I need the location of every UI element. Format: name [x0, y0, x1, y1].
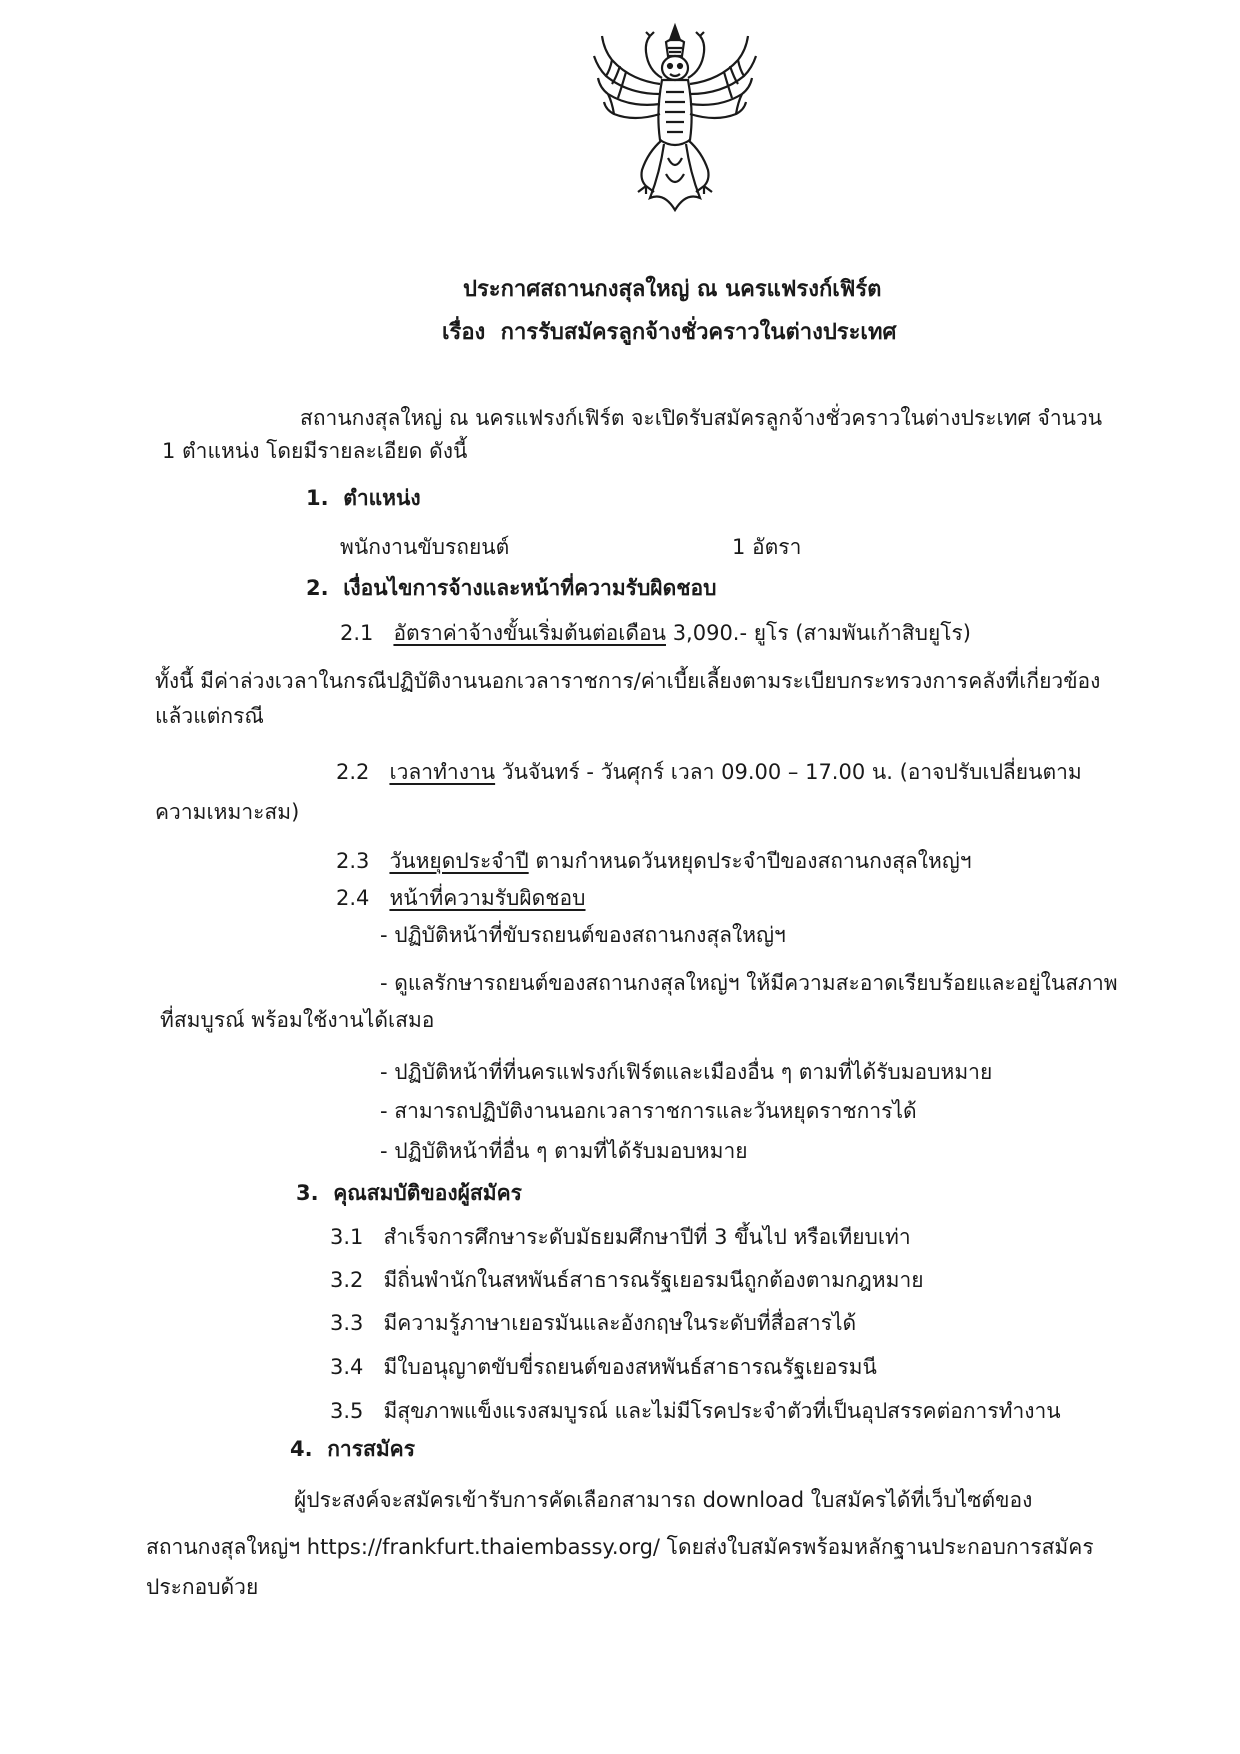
item-2-1 [340, 618, 971, 648]
item-2-3-number: 2.3 [336, 849, 370, 873]
qualification-text: มีความรู้ภาษาเยอรมันและอังกฤษในระดับที่สื่อสารได้ [383, 1311, 857, 1335]
announcement-title: ประกาศสถานกงสุลใหญ่ ณ นครแฟรงก์เฟิร์ต [463, 277, 882, 302]
duty-item-cont: ที่สมบูรณ์ พร้อมใช้งานได้เสมอ [160, 1008, 435, 1032]
item-2-1-number: 2.1 [340, 621, 374, 645]
announcement-subject [442, 318, 896, 348]
qualification-number: 3.2 [330, 1268, 364, 1292]
item-2-2-text: วันจันทร์ - วันศุกร์ เวลา 09.00 – 17.00 น. (อาจปรับเปลี่ยนตาม [501, 760, 1082, 784]
section-1-title: ตำแหน่ง [343, 486, 421, 510]
section-3-title: คุณสมบัติของผู้สมัคร [333, 1181, 522, 1205]
item-2-4-number: 2.4 [336, 886, 370, 910]
garuda-emblem-icon [590, 22, 760, 214]
item-2-2-label: เวลาทำงาน [389, 760, 496, 784]
position-name: พนักงานขับรถยนต์ [340, 535, 510, 559]
section-4-number: 4. [290, 1437, 313, 1461]
section-2-title: เงื่อนไขการจ้างและหน้าที่ความรับผิดชอบ [343, 576, 717, 600]
application-line-1: ผู้ประสงค์จะสมัครเข้ารับการคัดเลือกสามารถ download ใบสมัครได้ที่เว็บไซต์ของ [294, 1488, 1033, 1512]
item-2-2-cont-1: ความเหมาะสม) [155, 800, 300, 824]
duty-item: - ดูแลรักษารถยนต์ของสถานกงสุลใหญ่ฯ ให้มีความสะอาดเรียบร้อยและอยู่ในสภาพ [380, 971, 1118, 995]
item-2-2 [336, 757, 1082, 787]
qualification-number: 3.5 [330, 1399, 364, 1423]
intro-line-1: สถานกงสุลใหญ่ ณ นครแฟรงก์เฟิร์ต จะเปิดรับสมัครลูกจ้างชั่วคราวในต่างประเทศ จำนวน [300, 406, 1103, 430]
section-1-number: 1. [306, 486, 329, 510]
qualification-text: มีสุขภาพแข็งแรงสมบูรณ์ และไม่มีโรคประจำตัวที่เป็นอุปสรรคต่อการทำงาน [383, 1399, 1061, 1423]
intro-line-2: 1 ตำแหน่ง โดยมีรายละเอียด ดังนี้ [162, 439, 468, 463]
position-count: 1 อัตรา [732, 535, 802, 559]
application-line-3: ประกอบด้วย [146, 1575, 259, 1599]
section-2-heading [306, 573, 716, 603]
subject-text: การรับสมัครลูกจ้างชั่วคราวในต่างประเทศ [500, 320, 897, 345]
section-3-heading [296, 1178, 522, 1208]
qualification-item [330, 1352, 877, 1382]
qualification-item [330, 1222, 911, 1252]
qualification-item [330, 1308, 856, 1338]
item-2-3-text: ตามกำหนดวันหยุดประจำปีของสถานกงสุลใหญ่ฯ [535, 849, 972, 873]
duty-item: - ปฏิบัติหน้าที่ขับรถยนต์ของสถานกงสุลใหญ่ฯ [380, 923, 786, 947]
duty-item: - สามารถปฏิบัติงานนอกเวลาราชการและวันหยุดราชการได้ [380, 1099, 917, 1123]
item-2-1-text: 3,090.- ยูโร (สามพันเก้าสิบยูโร) [672, 621, 972, 645]
item-2-3 [336, 846, 972, 876]
section-1-heading [306, 483, 421, 513]
section-4-heading [290, 1434, 415, 1464]
qualification-item [330, 1396, 1061, 1426]
section-4-title: การสมัคร [327, 1437, 415, 1461]
qualification-text: มีใบอนุญาตขับขี่รถยนต์ของสหพันธ์สาธารณรัฐเยอรมนี [383, 1355, 877, 1379]
qualification-number: 3.3 [330, 1311, 364, 1335]
qualification-item [330, 1265, 924, 1295]
item-2-4-label: หน้าที่ความรับผิดชอบ [389, 886, 586, 910]
subject-label: เรื่อง [442, 320, 486, 345]
section-2-number: 2. [306, 576, 329, 600]
item-2-4 [336, 883, 586, 913]
application-line-2: สถานกงสุลใหญ่ฯ https://frankfurt.thaiembassy.org/ โดยส่งใบสมัครพร้อมหลักฐานประกอบการสมัคร [146, 1535, 1094, 1559]
item-2-3-label: วันหยุดประจำปี [389, 849, 529, 873]
item-2-1-cont-1: ทั้งนี้ มีค่าล่วงเวลาในกรณีปฏิบัติงานนอกเวลาราชการ/ค่าเบี้ยเลี้ยงตามระเบียบกระทรวงการคลังที่เกี่ยวข้อง [155, 669, 1101, 693]
item-2-1-label: อัตราค่าจ้างขั้นเริ่มต้นต่อเดือน [393, 621, 666, 645]
qualification-text: มีถิ่นพำนักในสหพันธ์สาธารณรัฐเยอรมนีถูกต้องตามกฎหมาย [383, 1268, 924, 1292]
qualification-text: สำเร็จการศึกษาระดับมัธยมศึกษาปีที่ 3 ขึ้นไป หรือเทียบเท่า [383, 1225, 911, 1249]
item-2-1-cont-2: แล้วแต่กรณี [155, 704, 264, 728]
qualification-number: 3.1 [330, 1225, 364, 1249]
duty-item: - ปฏิบัติหน้าที่ที่นครแฟรงก์เฟิร์ตและเมืองอื่น ๆ ตามที่ได้รับมอบหมาย [380, 1060, 993, 1084]
item-2-2-number: 2.2 [336, 760, 370, 784]
duty-item: - ปฏิบัติหน้าที่อื่น ๆ ตามที่ได้รับมอบหมาย [380, 1139, 748, 1163]
qualification-number: 3.4 [330, 1355, 364, 1379]
section-3-number: 3. [296, 1181, 319, 1205]
